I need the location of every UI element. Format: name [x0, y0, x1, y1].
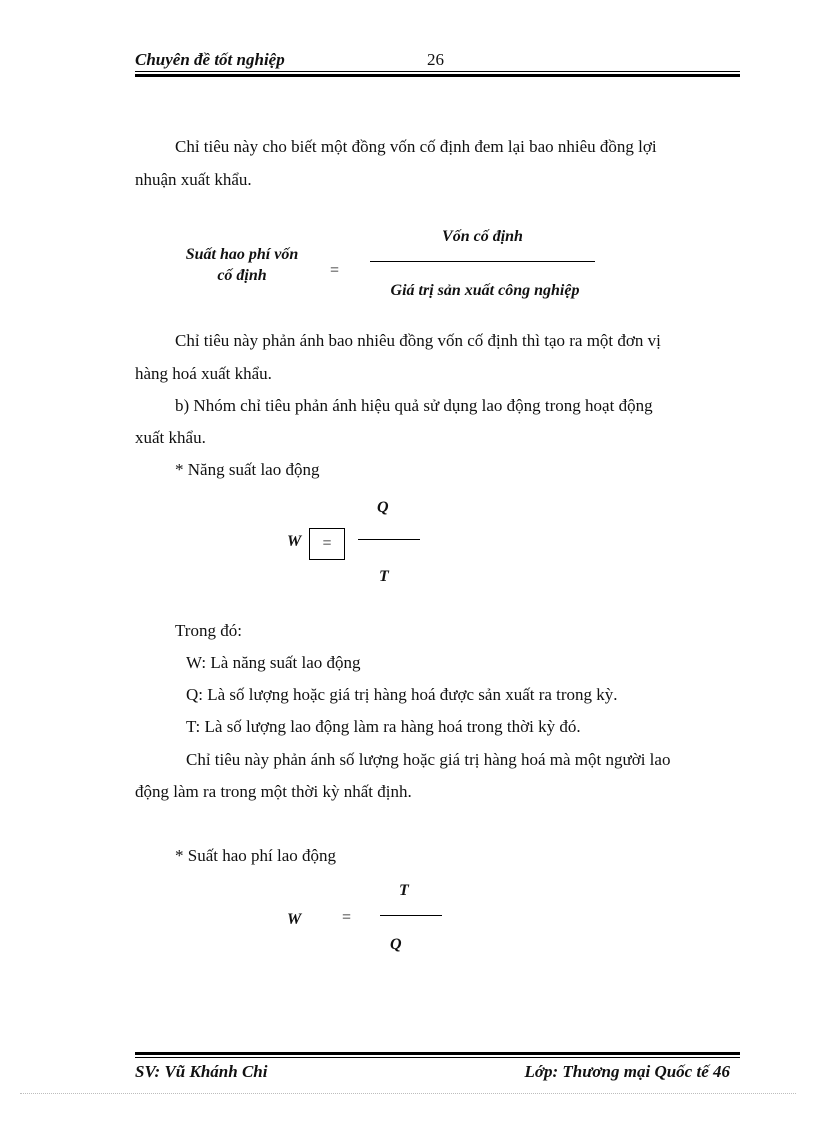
paragraph-line: Chỉ tiêu này cho biết một đồng vốn cố định đem lại bao nhiêu đồng lợi	[175, 137, 657, 156]
footer-student: SV: Vũ Khánh Chi	[135, 1062, 268, 1081]
page-number: 26	[427, 50, 444, 69]
bullet-heading: * Năng suất lao động	[175, 460, 320, 479]
paragraph-line: b) Nhóm chỉ tiêu phản ánh hiệu quả sử dụng lao động trong hoạt động	[175, 396, 653, 415]
formula3-equals: =	[342, 909, 352, 926]
paragraph-line: Chỉ tiêu này phản ánh bao nhiêu đồng vốn cố định thì tạo ra một đơn vị	[175, 331, 661, 350]
definition-t: T: Là số lượng lao động làm ra hàng hoá trong thời kỳ đó.	[186, 717, 581, 736]
paragraph-line: nhuận xuất khẩu.	[135, 170, 252, 189]
formula1-numerator: Vốn cố định	[442, 228, 523, 245]
formula1-fraction-bar	[370, 261, 595, 262]
definition-w: W: Là năng suất lao động	[186, 653, 361, 672]
formula2-numerator: Q	[377, 499, 389, 516]
formula3-numerator: T	[399, 882, 409, 899]
formula1-denominator: Giá trị sản xuất công nghiệp	[390, 282, 580, 299]
formula2-fraction-bar	[358, 539, 420, 540]
definition-q: Q: Là số lượng hoặc giá trị hàng hoá được sản xuất ra trong kỳ.	[186, 685, 618, 704]
formula2-denominator: T	[379, 568, 389, 585]
formula3-fraction-bar	[380, 915, 442, 916]
formula1-label: Suất hao phí vốn	[185, 246, 299, 263]
paragraph-line: xuất khẩu.	[135, 428, 206, 447]
paragraph-line: Chỉ tiêu này phản ánh số lượng hoặc giá trị hàng hoá mà một người lao	[186, 750, 671, 769]
formula2-lhs: W	[287, 533, 302, 550]
footer-class: Lớp: Thương mại Quốc tế 46	[524, 1062, 730, 1081]
formula1-label: cố định	[217, 267, 267, 284]
formula1-equals: =	[330, 262, 340, 279]
footer-rule-thin	[135, 1057, 740, 1058]
formula3-lhs: W	[287, 911, 302, 928]
bullet-heading: * Suất hao phí lao động	[175, 846, 337, 865]
trong-do-label: Trong đó:	[175, 621, 242, 640]
paragraph-line: hàng hoá xuất khẩu.	[135, 364, 272, 383]
header-rule-thick	[135, 74, 740, 77]
formula3-denominator: Q	[390, 936, 402, 953]
page-edge-dots	[20, 1093, 796, 1094]
header-rule-thin	[135, 71, 740, 72]
formula2-equals-box: =	[309, 528, 345, 560]
paragraph-line: động làm ra trong một thời kỳ nhất định.	[135, 782, 412, 801]
footer-rule-thick	[135, 1052, 740, 1055]
header-title: Chuyên đề tốt nghiệp	[135, 50, 285, 69]
